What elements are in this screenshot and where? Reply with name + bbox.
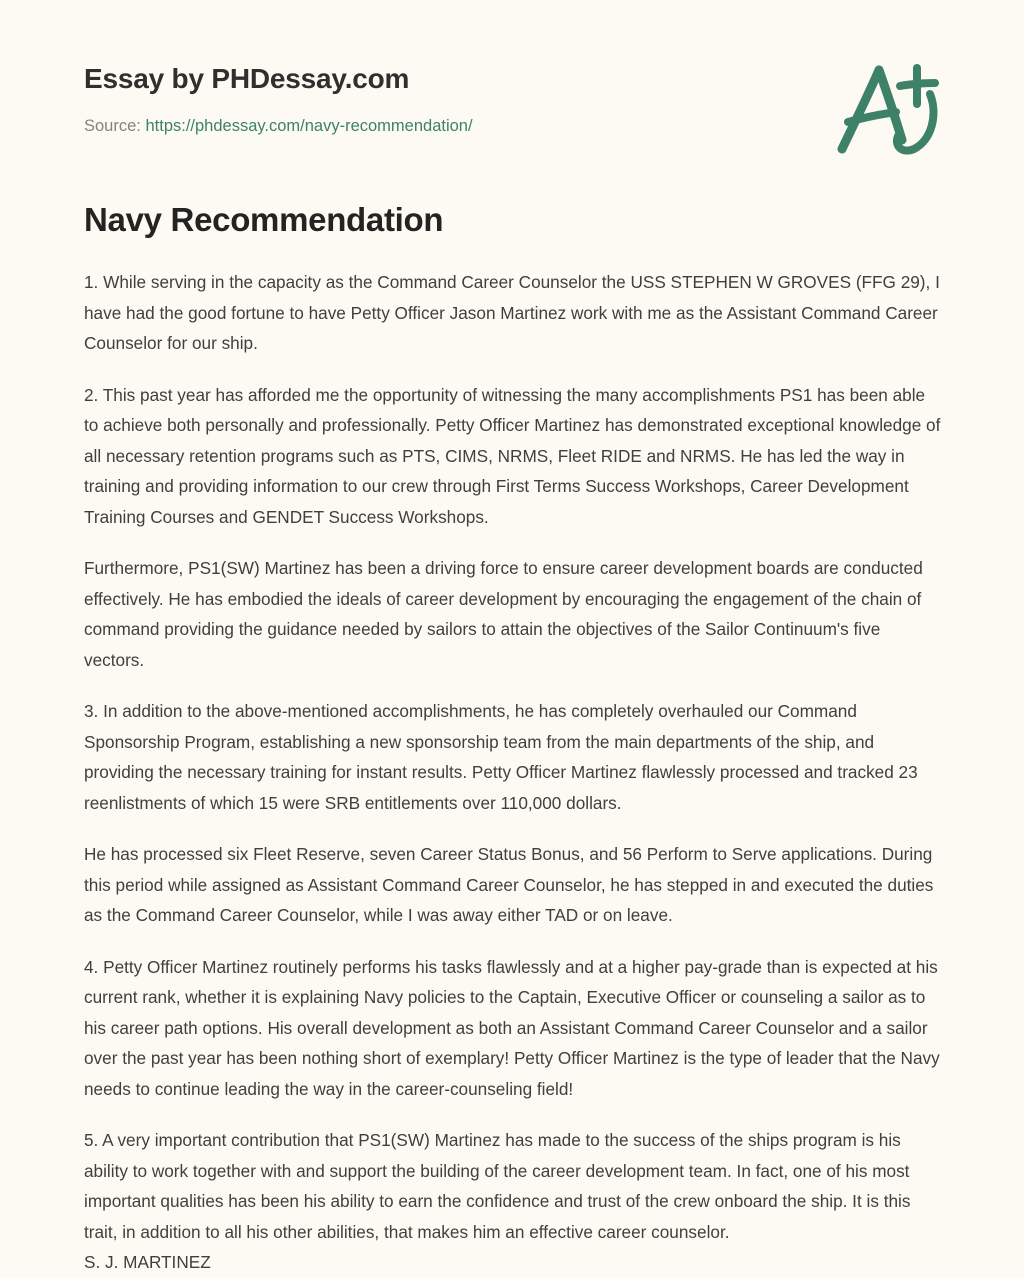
a-plus-logo-icon xyxy=(816,48,946,168)
page-header xyxy=(84,0,940,137)
paragraph: 2. This past year has afforded me the opportunity of witnessing the many accomplishments PS1 has been able to achieve both personally and professionally. Petty Officer Martinez has demonstrated exceptional knowledge of all necessary retention programs such as PTS, CIMS, NRMS, Fleet RIDE and NRMS. He has led the way in training and providing information to our crew through First Terms Success Workshops, Career Development Training Courses and GENDET Success Workshops. xyxy=(84,384,941,527)
essay-body xyxy=(84,240,942,1278)
paragraph: Furthermore, PS1(SW) Martinez has been a driving force to ensure career development boards are conducted effectively. He has embodied the ideals of career development by encouraging the engagement of the chain of command providing the guidance needed by sailors to attain the objectives of the Sailor Continuum's five vectors. xyxy=(84,558,923,670)
brand-title: Essay by PHDessay.com xyxy=(84,63,410,94)
page-title: Navy Recommendation xyxy=(84,201,444,239)
paragraph: 4. Petty Officer Martinez routinely performs his tasks flawlessly and at a higher pay-grade than is expected at his current rank, whether it is explaining Navy policies to the Captain, Executive Officer or counseling a sailor as to his career path options. His overall development as both an Assistant Command Career Counselor and a sailor over the past year has been nothing short of exemplary! Petty Officer Martinez is the type of leader that the Navy needs to continue leading the way in the career-counseling field! xyxy=(84,956,940,1099)
source-url-link[interactable]: https://phdessay.com/navy-recommendation/ xyxy=(145,116,473,135)
signature-line: S. J. MARTINEZ xyxy=(84,1252,211,1273)
paragraph: 3. In addition to the above-mentioned accomplishments, he has completely overhauled our Command Sponsorship Program, establishing a new sponsorship team from the main departments of the ship, and providing the necessary training for instant results. Petty Officer Martinez flawlessly processed and tracked 23 reenlistments of which 15 were SRB entitlements over 110,000 dollars. xyxy=(84,701,918,813)
paragraph: 1. While serving in the capacity as the Command Career Counselor the USS STEPHEN W GROVES (FFG 29), I have had the good fortune to have Petty Officer Jason Martinez work with me as the Assistant Command Career Counselor for our ship. xyxy=(84,272,940,354)
paragraph: 5. A very important contribution that PS1(SW) Martinez has made to the success of the ships program is his ability to work together with and support the building of the career development team. In fact, one of his most important qualities has been his ability to earn the confidence and trust of the crew onboard the ship. It is this trait, in addition to all his other abilities, that makes him an effective career counselor. xyxy=(84,1130,911,1242)
paragraph: He has processed six Fleet Reserve, seven Career Status Bonus, and 56 Perform to Serve applications. During this period while assigned as Assistant Command Career Counselor, he has stepped in and executed the duties as the Command Career Counselor, while I was away either TAD or on leave. xyxy=(84,844,934,926)
source-label: Source: xyxy=(84,116,141,135)
source-line xyxy=(84,116,940,137)
